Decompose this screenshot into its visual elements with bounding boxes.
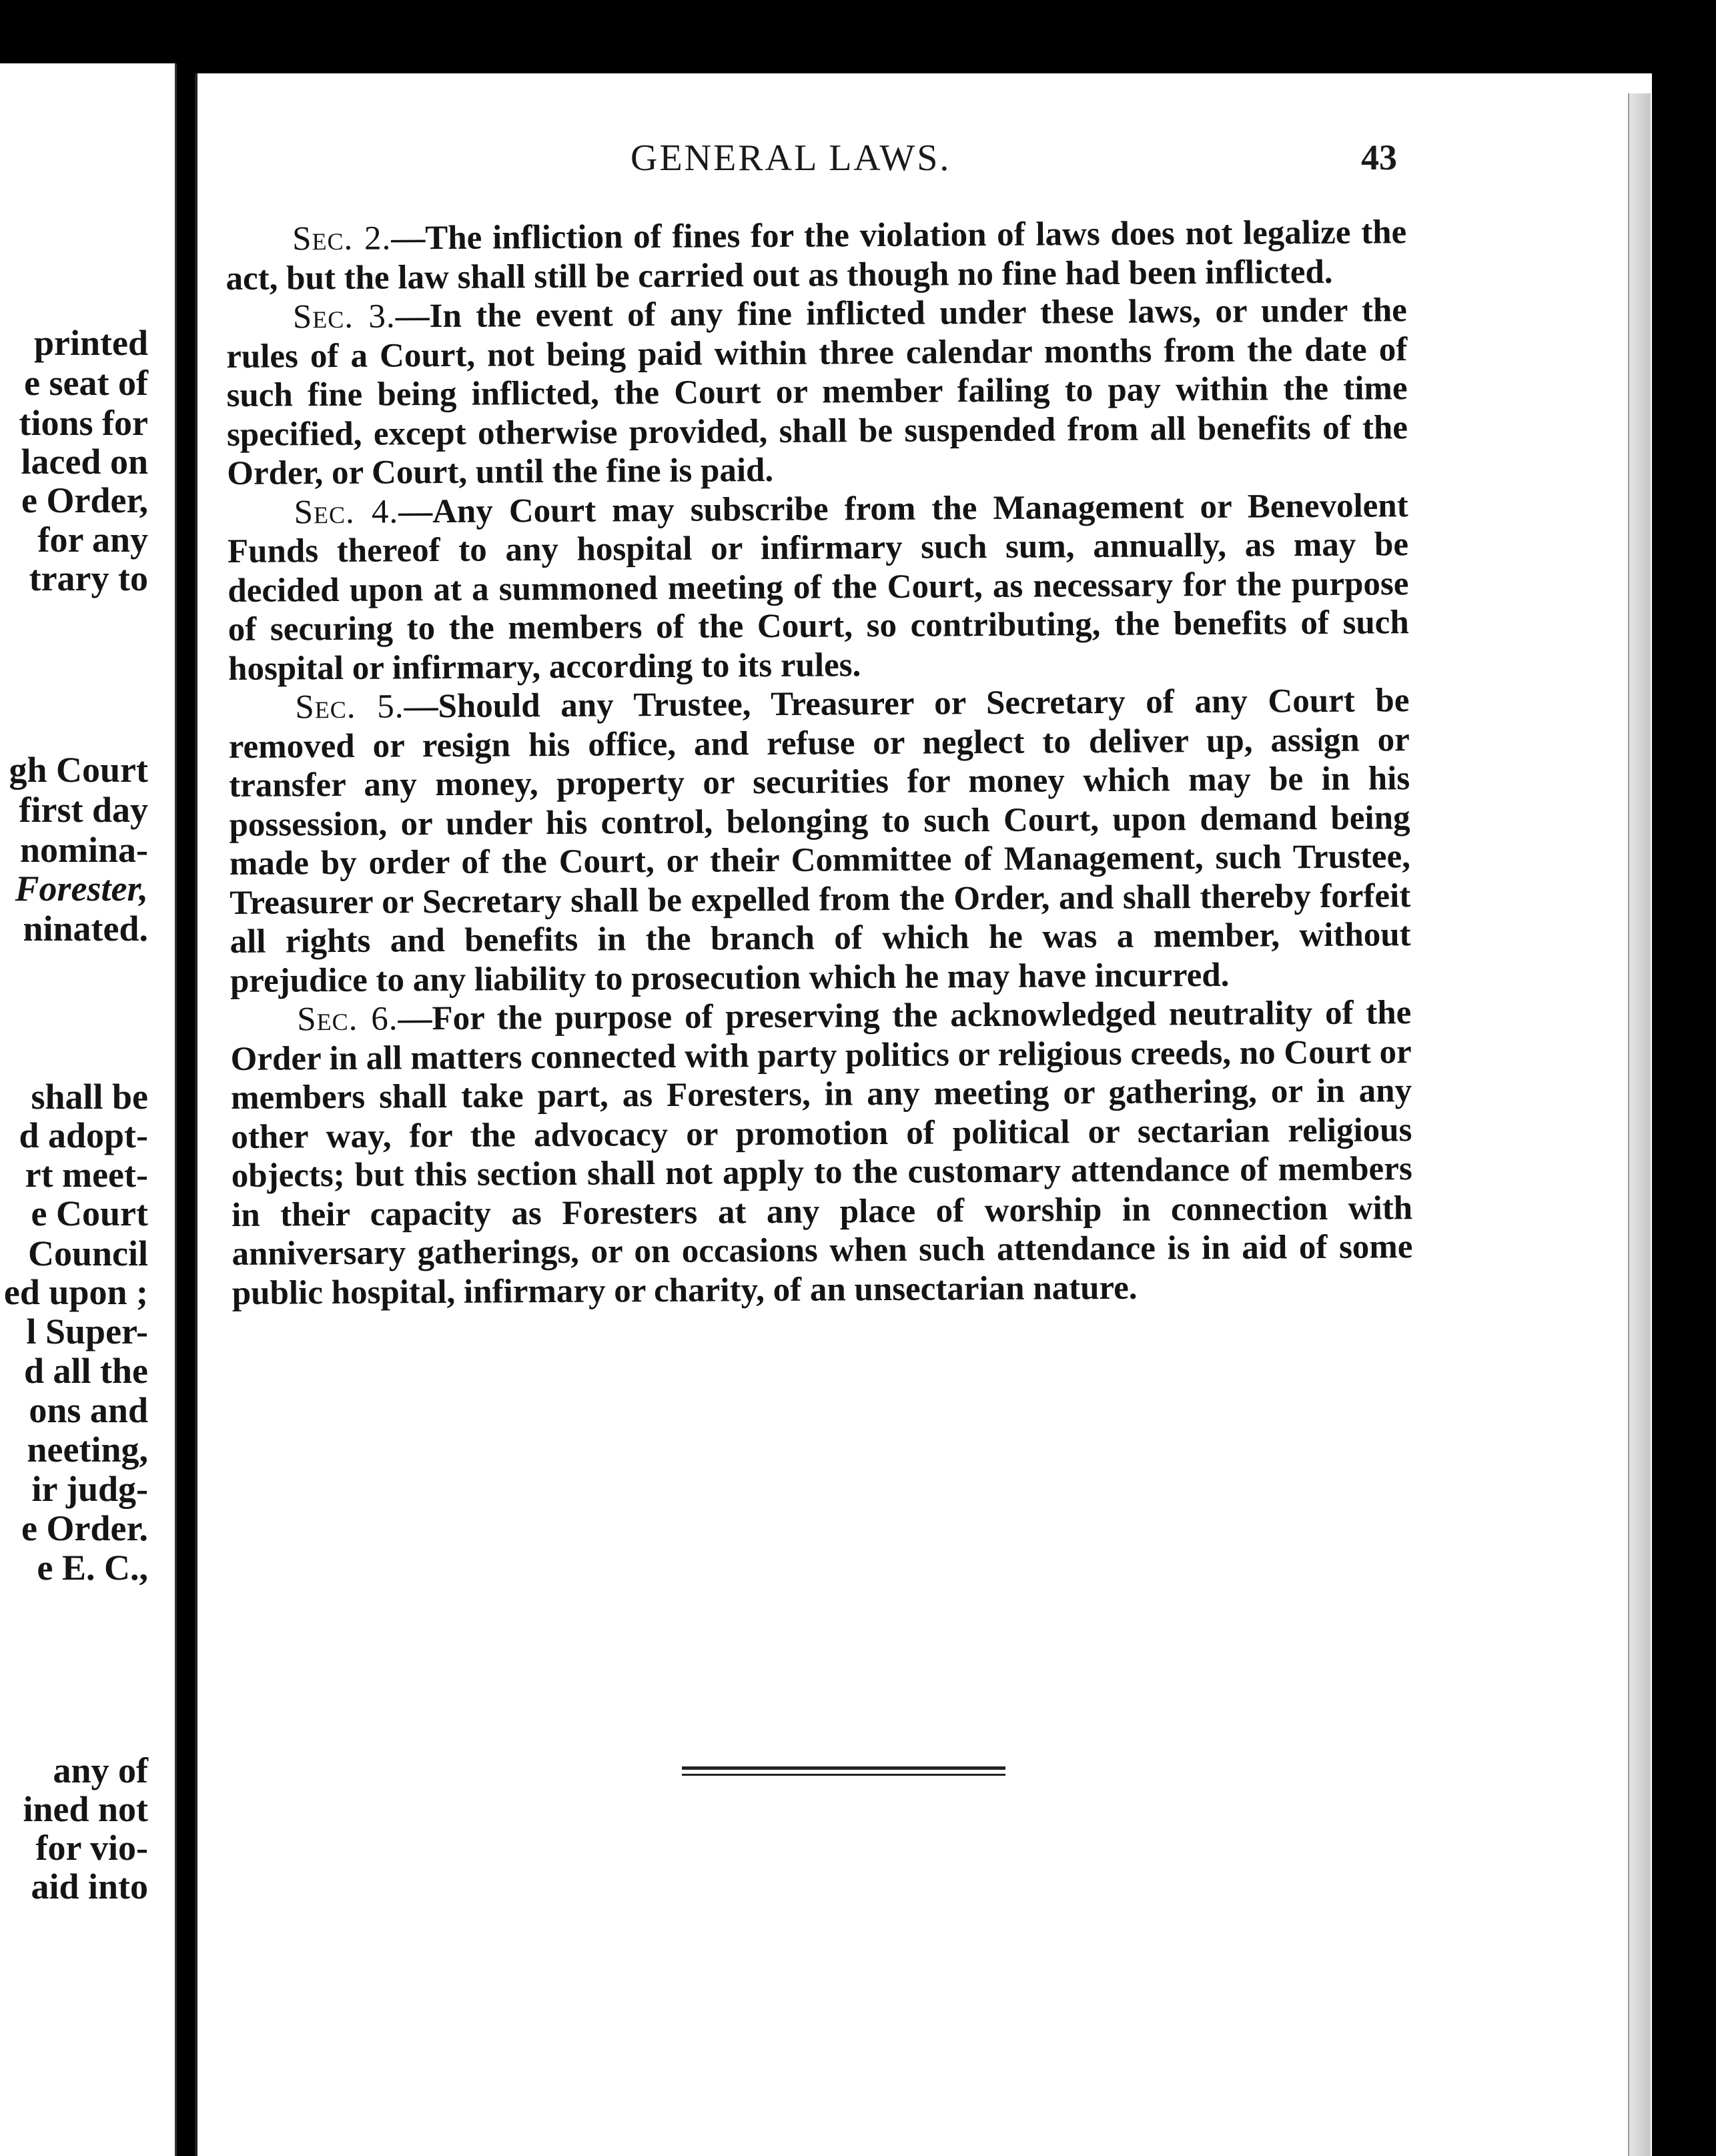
section-text: —In the event of any fine inflicted under these laws, or under the rules of a Court, not being paid within three calendar months from the date of such fine being inflicted, the Court or member failing to pay within the time specified, except otherwise provided, shall be suspended from all benefits of the Order, or Court, until the fine is paid. xyxy=(226,292,1408,492)
section-text: —For the purpose of preserving the acknowledged neutrality of the Order in all matters connected with party politics or religious creeds, no Court or members shall take part, as Foresters, in any meeting or gathering, or in any other way, for the advocacy or promotion of political or sectarian religious objects; but this section shall not apply to the customary attendance of members in their capacity as Foresters at any place of worship in connection with anniversary gatherings, or on occasions when such attendance is in aid of some public hospital, infirmary or charity, of an unsectarian nature. xyxy=(230,994,1413,1312)
left-page-line: any of xyxy=(53,1750,148,1790)
left-page-line: neeting, xyxy=(27,1430,148,1470)
left-page-line: printed xyxy=(33,323,148,363)
section-end-rule xyxy=(682,1766,1005,1776)
running-head: GENERAL LAWS. xyxy=(630,137,951,179)
section-label: Sec. 6. xyxy=(297,1000,398,1039)
left-page-line: gh Court xyxy=(9,750,148,790)
left-page-line: for vio- xyxy=(35,1828,148,1868)
left-page-line: ir judg- xyxy=(31,1469,148,1509)
left-page-line: e Order, xyxy=(21,480,148,520)
left-page-line: aid into xyxy=(31,1866,148,1907)
page-body xyxy=(226,213,1413,1313)
left-page-line: rt meet- xyxy=(25,1155,148,1195)
page-number: 43 xyxy=(1361,137,1397,177)
left-page-line: for any xyxy=(37,520,148,560)
left-page-line: e E. C., xyxy=(37,1548,148,1588)
section-6 xyxy=(230,993,1413,1313)
left-page-line: shall be xyxy=(31,1077,148,1117)
left-page-line: e Order. xyxy=(21,1508,148,1548)
section-label: Sec. 5. xyxy=(295,688,404,726)
section-3 xyxy=(226,291,1408,493)
section-label: Sec. 2. xyxy=(292,219,392,258)
left-page-line: first day xyxy=(19,790,148,830)
left-page-line: ons and xyxy=(29,1390,148,1430)
section-text: —Should any Trustee, Treasurer or Secretary of any Court be removed or resign his office, and refuse or neglect to deliver up, assign or transfer any money, property or securities for money which may be in his possession, or under his control, belonging to such Court, upon demand being made by order of the Court, or their Committee of Management, such Trustee, Treasurer or Secretary shall be expelled from the Order, and shall thereby forfeit all rights and benefits in the branch of which he was a member, without prejudice to any liability to prosecution which he may have incurred. xyxy=(228,682,1411,1000)
left-facing-page xyxy=(0,63,177,2156)
left-page-line: ninated. xyxy=(23,909,148,949)
left-page-line: Council xyxy=(27,1233,148,1273)
left-page-line: nomina- xyxy=(19,830,148,870)
section-text: —The infliction of fines for the violation of laws does not legalize the act, but the law shall still be carried out as though no fine had been inflicted. xyxy=(226,213,1407,298)
left-page-line: e seat of xyxy=(24,363,148,403)
left-page-line: d all the xyxy=(23,1351,148,1391)
left-page-line: d adopt- xyxy=(19,1115,148,1155)
left-page-line: e Court xyxy=(31,1193,148,1233)
left-page-line: laced on xyxy=(21,442,148,482)
left-page-line: l Super- xyxy=(26,1311,148,1352)
page-header xyxy=(0,137,1716,190)
section-5 xyxy=(228,681,1411,1001)
page-edge xyxy=(1628,93,1651,2156)
left-page-line: ined not xyxy=(23,1789,148,1829)
section-text: —Any Court may subscribe from the Management or Benevolent Funds thereof to any hospital or infirmary such sum, annually, as may be decided upon at a summoned meeting of the Court, as necessary for the purpose of securing to the members of the Court, so contributing, the benefits of such hospital or infirmary, according to its rules. xyxy=(227,486,1409,688)
left-page-line: trary to xyxy=(29,558,148,598)
left-page-line: tions for xyxy=(19,403,148,443)
left-page-line: Forester, xyxy=(15,869,148,909)
section-2 xyxy=(226,213,1407,298)
left-page-line: ed upon ; xyxy=(3,1272,148,1312)
section-4 xyxy=(228,486,1410,688)
section-label: Sec. 4. xyxy=(294,492,399,531)
section-label: Sec. 3. xyxy=(292,298,396,336)
